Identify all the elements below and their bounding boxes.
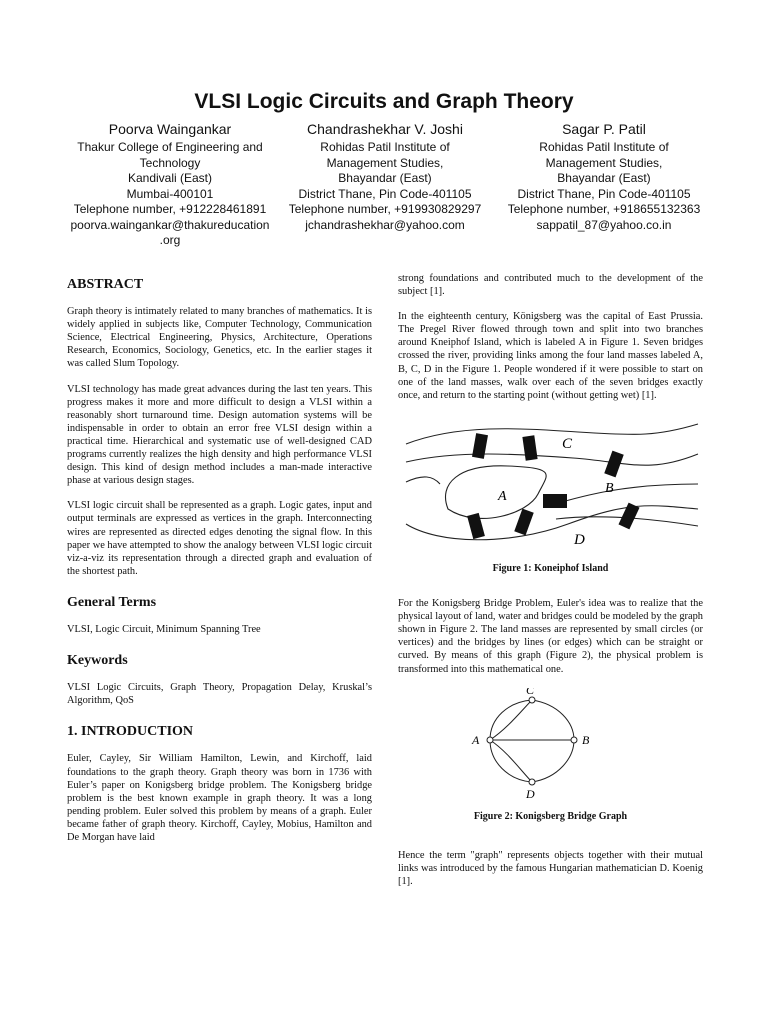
general-terms-heading: General Terms xyxy=(67,594,157,610)
author-1-email: poorva.waingankar@thakureducation xyxy=(70,217,270,232)
author-3-line: Telephone number, +918655132363 xyxy=(507,202,701,216)
fig2-label-d: D xyxy=(526,786,535,800)
left-column xyxy=(67,272,372,856)
abstract-heading: ABSTRACT xyxy=(67,277,144,292)
author-1-line: Telephone number, +912228461891 xyxy=(73,202,267,216)
author-3-line: District Thane, Pin Code-401105 xyxy=(517,186,691,201)
author-2-line: Telephone number, +919930829297 xyxy=(288,202,482,216)
author-3-line: Bhayandar (East) xyxy=(557,171,651,185)
fig2-label-c: C xyxy=(526,687,535,697)
figure-2-caption: Figure 2: Konigsberg Bridge Graph xyxy=(473,810,628,822)
abstract-paragraph: VLSI logic circuit shall be represented as a graph. Logic gates, input and output terminals are expressed as vertices in the graph. Interconnecting wires are represented as directed edges denoting the signal flow. In this paper we have attempted to show the analogy between VLSI logic circuit viz-a-viz its representation through a directed graph and evaluation of the shortest path. xyxy=(67,500,372,577)
author-1-line: Mumbai-400101 xyxy=(126,186,214,201)
figure-2 xyxy=(398,688,703,823)
abstract-paragraph: Graph theory is intimately related to many branches of mathematics. It is widely applied in subjects like, Computer Technology, Communication Science, Electrical Engineering, Physics, Architecture, Operations Research, Economics, Sociology, Genetics, etc. In the earlier stages it was called Slum Topology. xyxy=(67,306,372,370)
author-block xyxy=(64,121,704,247)
body-paragraph: For the Konigsberg Bridge Problem, Euler's idea was to realize that the physical layout of land, water and bridges could be modeled by the graph shown in Figure 2. The land masses are represented by small circles (or vertices) and the bridges by lines (or edges) which can be straight or curved. By means of this graph (Figure 2), the physical problem is transformed into this mathematical one. xyxy=(398,598,703,675)
author-2-line: Rohidas Patil Institute of xyxy=(320,140,450,154)
body-paragraph: In the eighteenth century, Königsberg was the capital of East Prussia. The Pregel River flowed through town and split into two branches around Kneiphof Island, which is labeled A in Figure 1. Seven bridges crossed the river, providing links among the four land masses labeled A, B, C, D in the Figure 1. People wondered if it were possible to start on one of the land masses, walk over each of the seven bridges exactly once, and return to the starting point (without getting wet) [1]. xyxy=(398,311,703,401)
author-2 xyxy=(282,121,488,233)
paper-title: VLSI Logic Circuits and Graph Theory xyxy=(194,90,574,113)
author-3 xyxy=(498,121,710,233)
body-paragraph: strong foundations and contributed much to the development of the subject [1]. xyxy=(398,273,703,298)
abstract-paragraph: VLSI technology has made great advances during the last ten years. This progress makes it more and more difficult to design a VLSI within a reasonably short turnaround time. Design automation systems will be indispensable in order to obtain an error free VLSI design within a practical time. Hierarchical and systematic use of well-designed CAD programs currently realizes the high density and high performance VLSI design. This kind of design method includes a man-made interactive phase at various design stages. xyxy=(67,383,372,487)
author-1-line: Kandivali (East) xyxy=(127,171,213,185)
author-2-name: Chandrashekhar V. Joshi xyxy=(307,121,463,137)
author-2-email: jchandrashekhar@yahoo.com xyxy=(305,217,465,232)
author-2-line: Bhayandar (East) xyxy=(338,171,432,185)
introduction-heading: 1. INTRODUCTION xyxy=(67,724,194,740)
fig2-label-a: A xyxy=(472,732,480,747)
author-1-line: Thakur College of Engineering and xyxy=(77,140,263,154)
fig1-label-a: A xyxy=(498,488,507,504)
author-2-line: Management Studies, xyxy=(326,155,444,170)
author-3-line: Rohidas Patil Institute of xyxy=(539,140,669,154)
author-1-name: Poorva Waingankar xyxy=(108,121,232,137)
body-paragraph: Hence the term "graph" represents objects together with their mutual links was introduced by the famous Hungarian mathematician D. Koenig [1]. xyxy=(398,849,703,887)
right-column xyxy=(398,272,703,900)
fig1-label-c: C xyxy=(562,435,573,452)
author-3-line: Management Studies, xyxy=(545,155,663,170)
fig1-label-d: D xyxy=(574,531,585,548)
author-1-line: Technology xyxy=(139,155,201,170)
author-2-line: District Thane, Pin Code-401105 xyxy=(298,186,472,201)
fig1-label-b: B xyxy=(605,480,614,496)
konigsberg-bridge-graph xyxy=(398,688,703,800)
figure-1 xyxy=(398,414,703,575)
fig2-label-b: B xyxy=(582,732,590,747)
general-terms-text: VLSI, Logic Circuit, Minimum Spanning Tree xyxy=(67,623,261,635)
author-1-email: .org xyxy=(159,233,181,247)
keywords-heading: Keywords xyxy=(67,653,128,669)
author-1 xyxy=(60,121,280,249)
author-3-email: sappatil_87@yahoo.co.in xyxy=(536,217,672,232)
introduction-paragraph: Euler, Cayley, Sir William Hamilton, Lewin, and Kirchoff, laid foundations to the graph theory. Graph theory was born in 1736 with Euler’s paper on Konigsberg bridge problem. The Konigsberg bridge problem is the best known example in graph theory. It was a long pending problem. Euler solved this problem by means of a graph. Euler became father of graph theory. Kirchoff, Cayley, Mobius, Hamilton and De Morgan have laid xyxy=(67,753,372,843)
keywords-text: VLSI Logic Circuits, Graph Theory, Propagation Delay, Kruskal’s Algorithm, QoS xyxy=(67,682,372,707)
koneiphof-island-diagram xyxy=(398,414,703,554)
figure-1-caption: Figure 1: Koneiphof Island xyxy=(492,562,609,574)
author-3-name: Sagar P. Patil xyxy=(562,121,646,137)
